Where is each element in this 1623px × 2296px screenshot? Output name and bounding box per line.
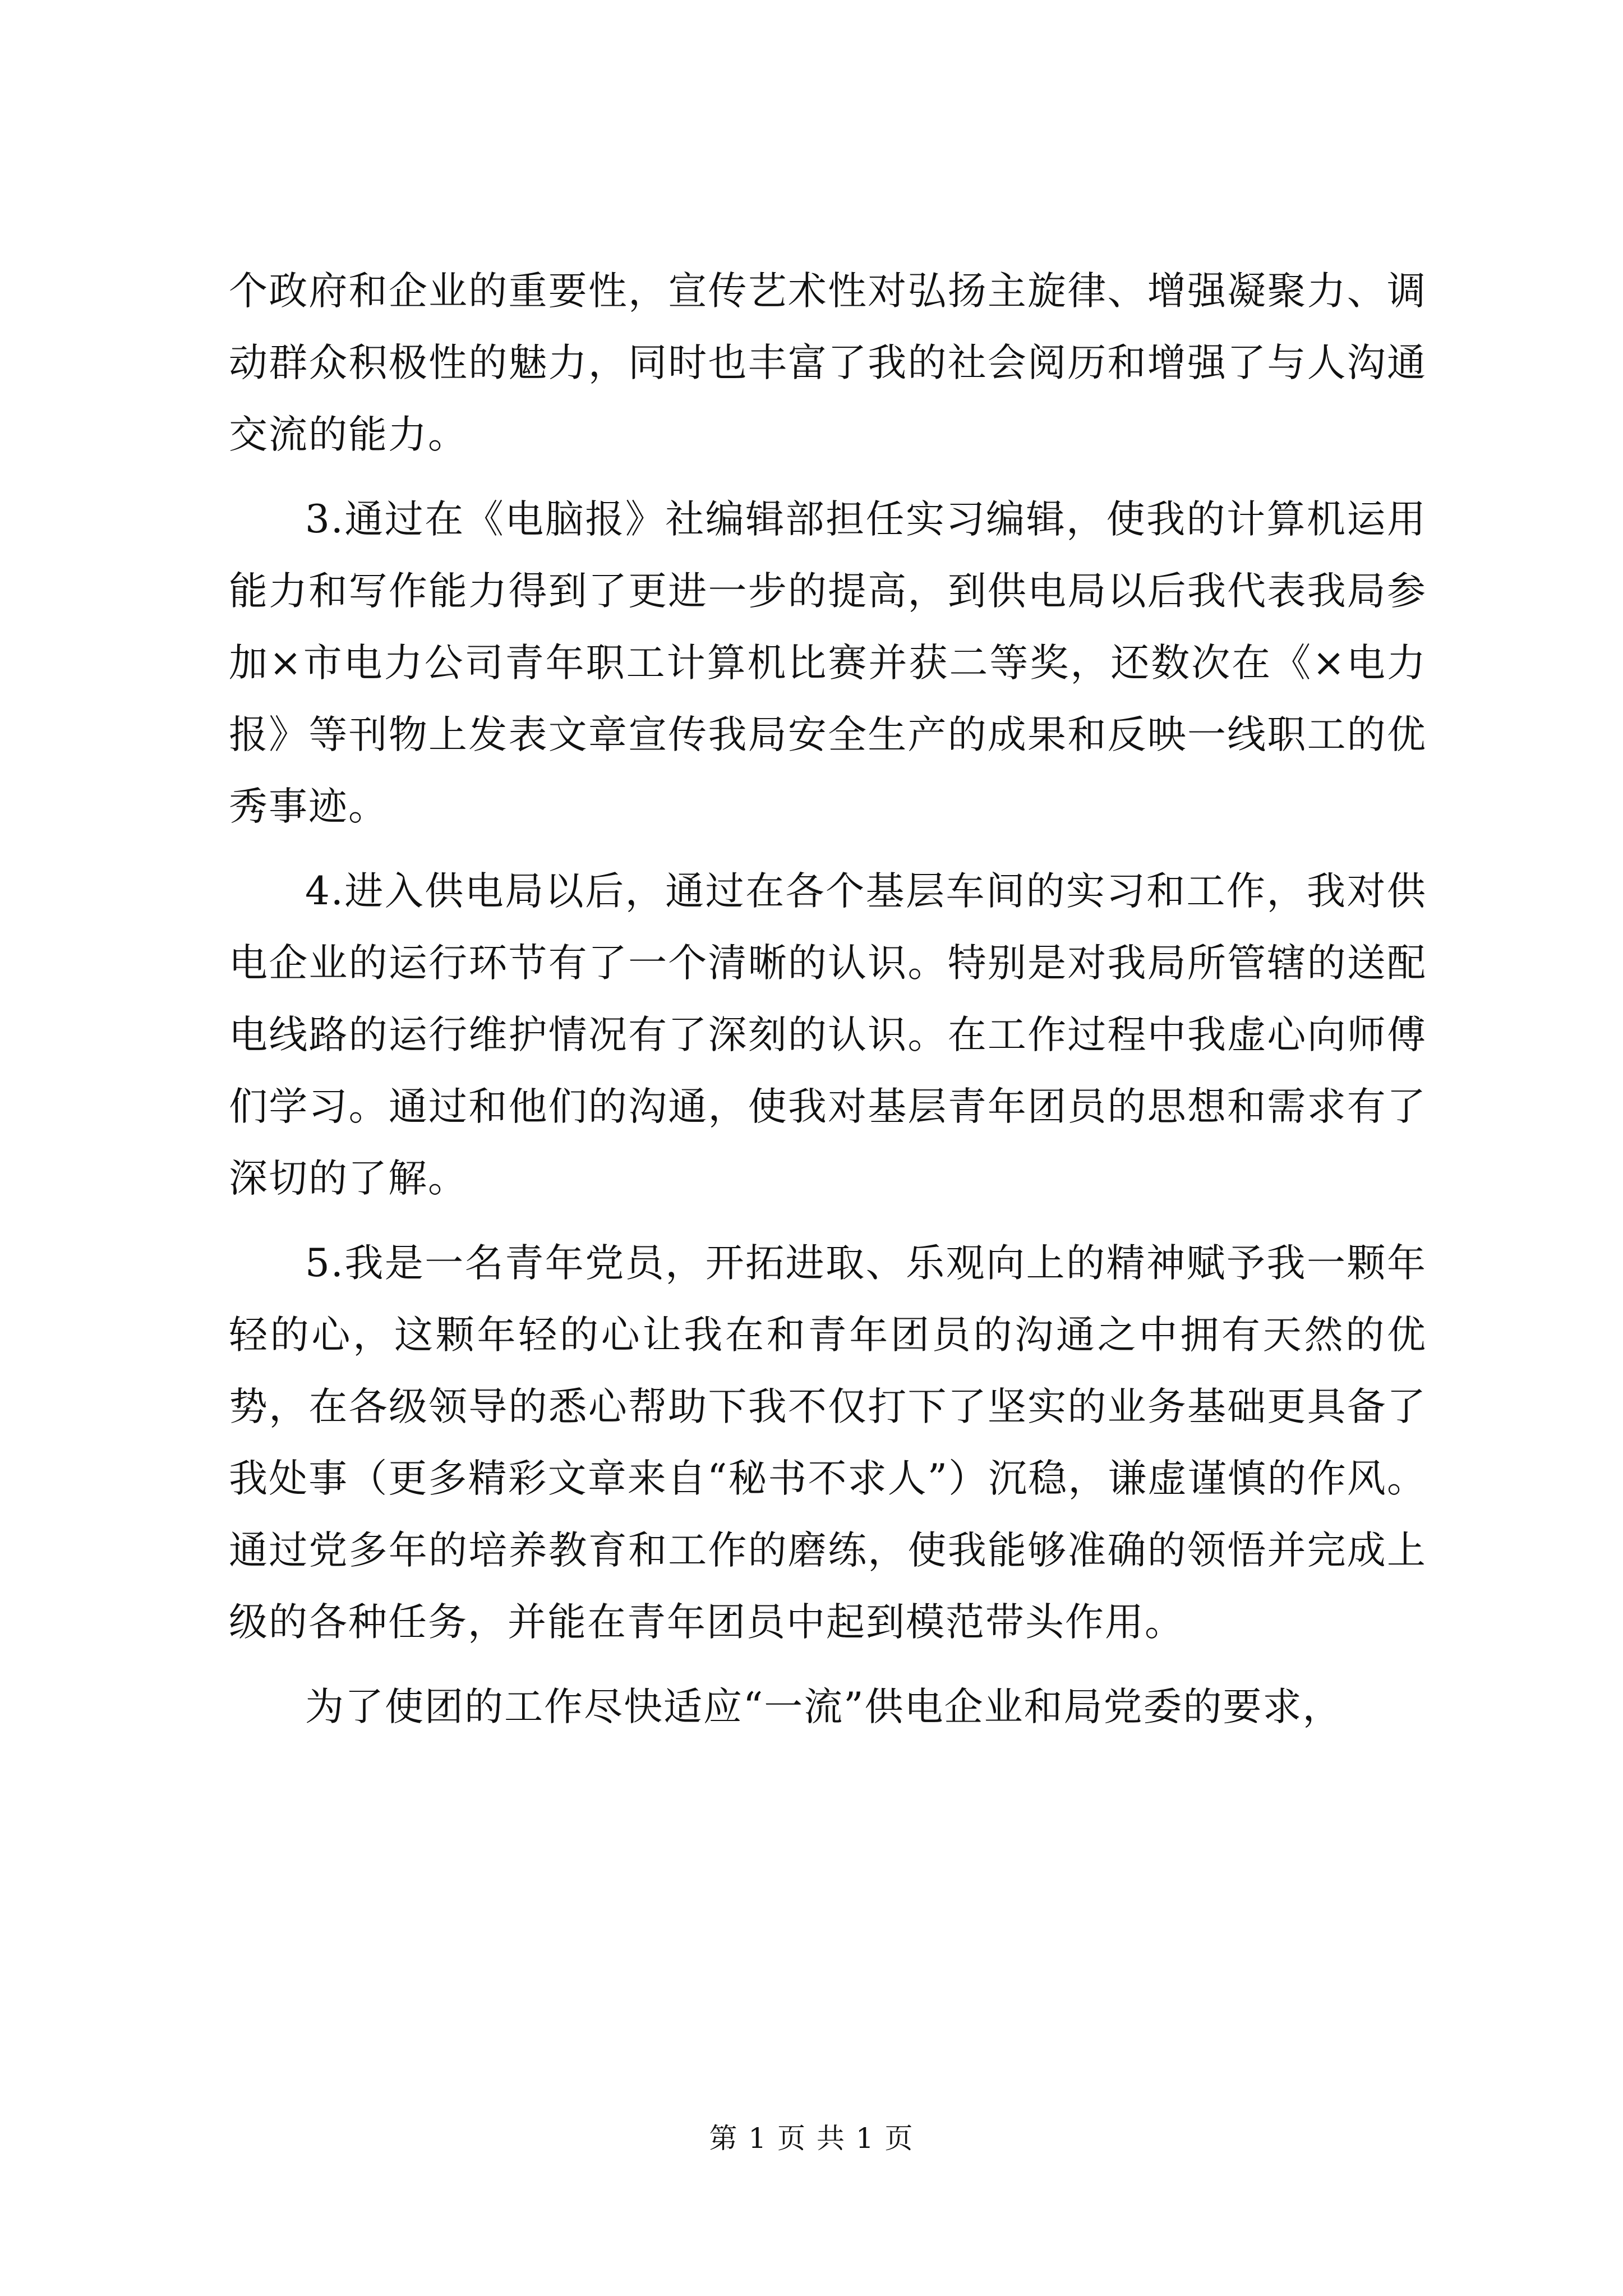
- page-footer: 第 1 页 共 1 页: [709, 2122, 914, 2155]
- paragraph-item-5: 5.我是一名青年党员，开拓进取、乐观向上的精神赋予我一颗年轻的心，这颗年轻的心让我在和青年团员的沟通之中拥有天然的优势，在各级领导的悉心帮助下我不仅打下了坚实的业务基础更具备了我处事（更多精彩文章来自“秘书不求人”）沉稳，谦虚谨慎的作风。通过党多年的培养教育和工作的磨练，使我能够准确的领悟并完成上级的各种任务，并能在青年团员中起到模范带头作用。: [229, 1241, 1427, 1645]
- document-body: [229, 255, 1427, 1756]
- paragraph-item-3: 3.通过在《电脑报》社编辑部担任实习编辑，使我的计算机运用能力和写作能力得到了更进一步的提高，到供电局以后我代表我局参加×市电力公司青年职工计算机比赛并获二等奖，还数次在《×电力报》等刊物上发表文章宣传我局安全生产的成果和反映一线职工的优秀事迹。: [229, 497, 1427, 829]
- paragraph-item-4: 4.进入供电局以后，通过在各个基层车间的实习和工作，我对供电企业的运行环节有了一个清晰的认识。特别是对我局所管辖的送配电线路的运行维护情况有了深刻的认识。在工作过程中我虚心向师傅们学习。通过和他们的沟通，使我对基层青年团员的思想和需求有了深切的了解。: [229, 869, 1427, 1201]
- paragraph-continued: 个政府和企业的重要性，宣传艺术性对弘扬主旋律、增强凝聚力、调动群众积极性的魅力，同时也丰富了我的社会阅历和增强了与人沟通交流的能力。: [229, 269, 1427, 457]
- paragraph-closing: 为了使团的工作尽快适应“一流”供电企业和局党委的要求，: [305, 1685, 1343, 1729]
